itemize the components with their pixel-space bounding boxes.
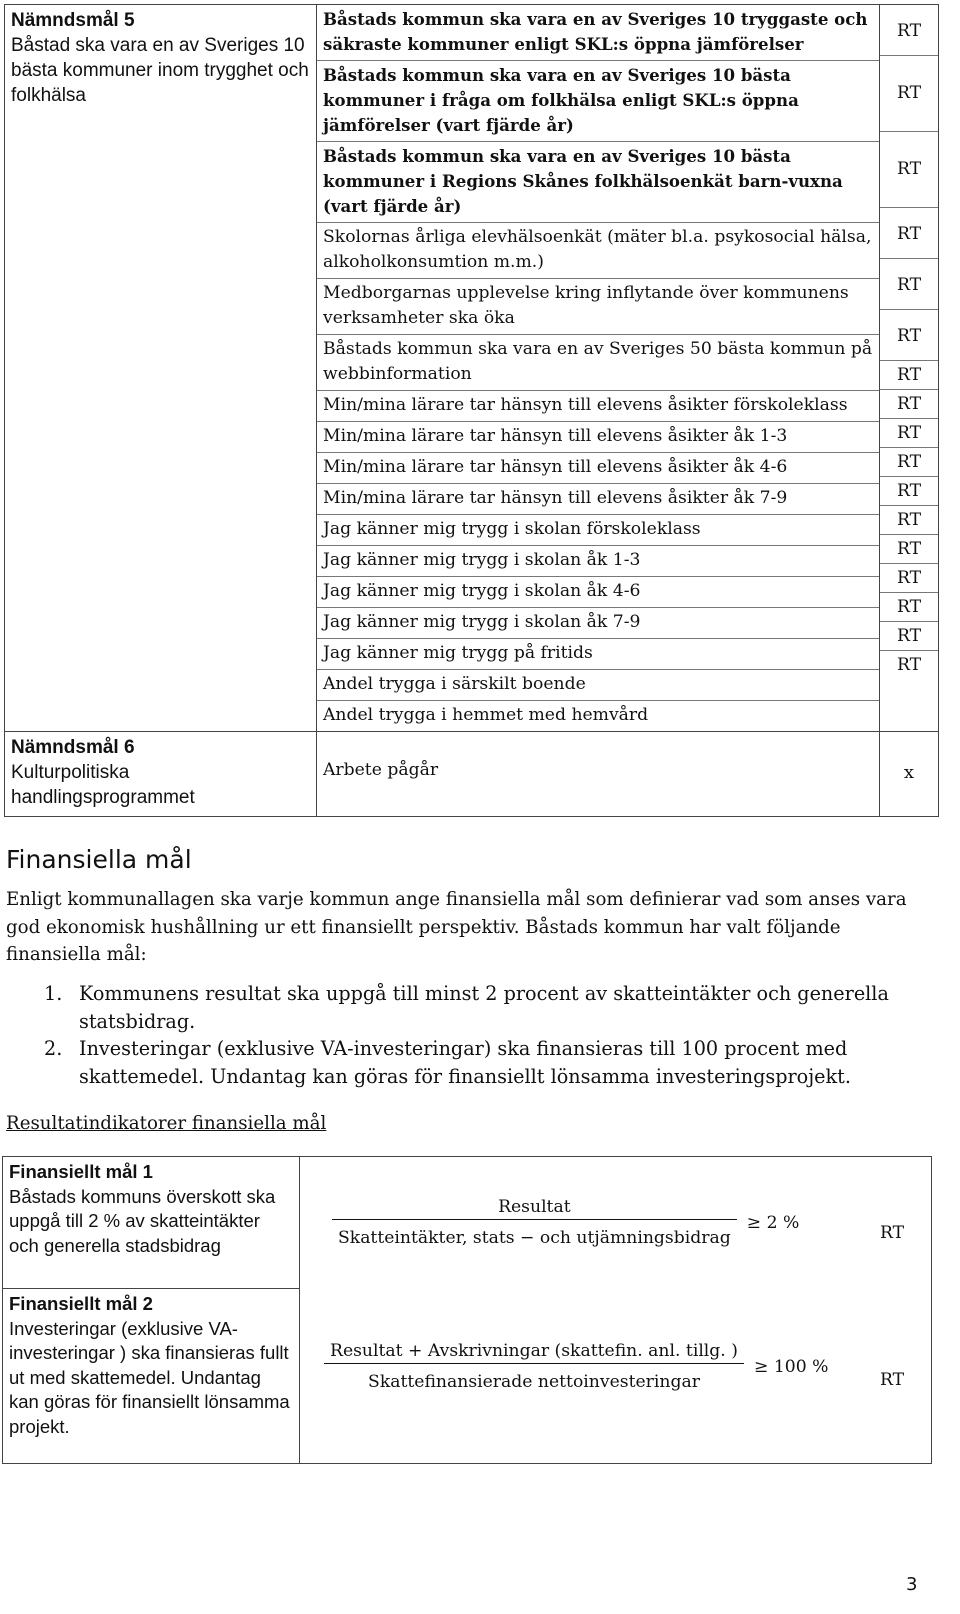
goal6-text: Kulturpolitiska handlingsprogrammet — [11, 762, 195, 808]
formula-2 — [300, 1297, 853, 1394]
indicator-row: Min/mina lärare tar hänsyn till elevens åsikter åk 1-3 — [317, 422, 879, 453]
status-cell: RT — [880, 477, 938, 506]
goal5-indicators — [317, 5, 880, 732]
status-cell: RT — [880, 448, 938, 477]
status-cell: RT — [880, 56, 938, 132]
goal6-cell — [5, 732, 317, 817]
list-number: 2. — [44, 1037, 63, 1060]
financial-goal2-status: RT — [879, 1370, 905, 1390]
financial-intro-paragraph: Enligt kommunallagen ska varje kommun ange finansiella mål som definierar vad som anses vara god ekonomisk hushållning ur ett finansiellt perspektiv. Båstads kommun har valt följande finansiella mål: — [6, 889, 907, 965]
comparison: ≥ 2 % — [746, 1212, 800, 1233]
financial-formulas-cell — [300, 1157, 854, 1464]
page-number: 3 — [906, 1574, 918, 1595]
financial-status-cell — [853, 1157, 932, 1464]
indicator-row: Andel trygga i särskilt boende — [317, 670, 879, 701]
financial-goal1-status: RT — [879, 1223, 905, 1243]
goal6-indicator: Arbete pågår — [323, 760, 439, 780]
indicator-row: Jag känner mig trygg i skolan förskoleklass — [317, 515, 879, 546]
goal5-status — [880, 5, 939, 732]
status-cell: RT — [880, 361, 938, 390]
financial-goal2-text: Investeringar (exklusive VA-investeringar ) ska finansieras fullt ut med skattemedel. Undantag kan göras för finansiellt lönsamma projekt. — [9, 1317, 290, 1437]
goal6-status: x — [903, 762, 915, 783]
goal6-indicator-cell — [317, 732, 880, 817]
indicator-row: Båstads kommun ska vara en av Sveriges 10 bästa kommuner i fråga om folkhälsa enligt SKL:s öppna jämförelser (vart fjärde år) — [317, 61, 879, 142]
list-text: Investeringar (exklusive VA-investeringar) ska finansieras till 100 procent med skattemedel. Undantag kan göras för finansiellt lönsamma investeringsprojekt. — [79, 1037, 851, 1088]
financial-goal1-heading: Finansiellt mål 1 — [9, 1161, 153, 1182]
status-cell: RT — [880, 593, 938, 622]
goals-table — [4, 4, 939, 817]
comparison: ≥ 100 % — [753, 1356, 829, 1377]
status-cell: RT — [880, 5, 938, 56]
status-cell: RT — [880, 535, 938, 564]
list-number: 1. — [44, 982, 63, 1005]
financial-indicators-table — [2, 1156, 932, 1464]
indicator-row: Skolornas årliga elevhälsoenkät (mäter bl.a. psykosocial hälsa, alkoholkonsumtion m.m.) — [317, 223, 879, 279]
financial-goal2-block — [3, 1288, 299, 1442]
status-cell: RT — [880, 132, 938, 208]
list-text: Kommunens resultat ska uppgå till minst 2 procent av skatteintäkter och generella statsbidrag. — [79, 982, 889, 1033]
financial-goals-list — [6, 980, 926, 1090]
indicator-row: Jag känner mig trygg i skolan åk 4-6 — [317, 577, 879, 608]
indicator-row: Båstads kommun ska vara en av Sveriges 10 bästa kommuner i Regions Skånes folkhälsoenkät barn-vuxna (vart fjärde år) — [317, 142, 879, 223]
list-item — [6, 1035, 926, 1090]
indicators-subheading: Resultatindikatorer finansiella mål — [6, 1113, 327, 1134]
status-cell: RT — [880, 259, 938, 310]
indicator-row: Båstads kommun ska vara en av Sveriges 10 tryggaste och säkraste kommuner enligt SKL:s öppna jämförelser — [317, 5, 879, 61]
indicator-row: Jag känner mig trygg i skolan åk 1-3 — [317, 546, 879, 577]
financial-goals-cell — [3, 1157, 300, 1464]
goal5-cell — [5, 5, 317, 732]
goal6-heading: Nämndsmål 6 — [11, 737, 135, 758]
status-cell: RT — [880, 390, 938, 419]
indicator-row: Jag känner mig trygg på fritids — [317, 639, 879, 670]
goal5-text: Båstad ska vara en av Sveriges 10 bästa kommuner inom trygghet och folkhälsa — [11, 35, 309, 106]
list-item — [6, 980, 926, 1035]
fraction — [324, 1339, 744, 1394]
formula-1 — [300, 1157, 853, 1297]
goal6-status-cell — [880, 732, 939, 817]
indicator-row: Min/mina lärare tar hänsyn till elevens åsikter åk 7-9 — [317, 484, 879, 515]
indicator-row: Andel trygga i hemmet med hemvård — [323, 705, 649, 725]
indicator-row: Min/mina lärare tar hänsyn till elevens åsikter förskoleklass — [317, 391, 879, 422]
denominator: Skattefinansierade nettoinvesteringar — [368, 1372, 700, 1392]
numerator: Resultat — [498, 1197, 571, 1217]
indicator-row: Min/mina lärare tar hänsyn till elevens åsikter åk 4-6 — [317, 453, 879, 484]
status-cell: RT — [880, 208, 938, 259]
goal5-heading: Nämndsmål 5 — [11, 10, 135, 31]
status-cell: RT — [880, 419, 938, 448]
status-cell: RT — [880, 506, 938, 535]
status-cell: RT — [880, 622, 938, 651]
status-cell: RT — [880, 564, 938, 593]
status-cell: RT — [880, 310, 938, 361]
fraction — [332, 1195, 737, 1250]
financial-goal1-block — [3, 1157, 299, 1288]
indicator-row: Medborgarnas upplevelse kring inflytande över kommunens verksamheter ska öka — [317, 279, 879, 335]
indicator-row: Jag känner mig trygg i skolan åk 7-9 — [317, 608, 879, 639]
financial-goal1-text: Båstads kommuns överskott ska uppgå till 2 % av skatteintäkter och generella stadsbidrag — [9, 1185, 276, 1256]
financial-goals-heading: Finansiella mål — [6, 845, 192, 874]
indicator-row: Båstads kommun ska vara en av Sveriges 50 bästa kommun på webbinformation — [317, 335, 879, 391]
denominator: Skatteintäkter, stats − och utjämningsbidrag — [338, 1228, 731, 1248]
status-cell: RT — [896, 655, 922, 675]
financial-goal2-heading: Finansiellt mål 2 — [9, 1293, 153, 1314]
numerator: Resultat + Avskrivningar (skattefin. anl. tillg. ) — [330, 1341, 738, 1361]
